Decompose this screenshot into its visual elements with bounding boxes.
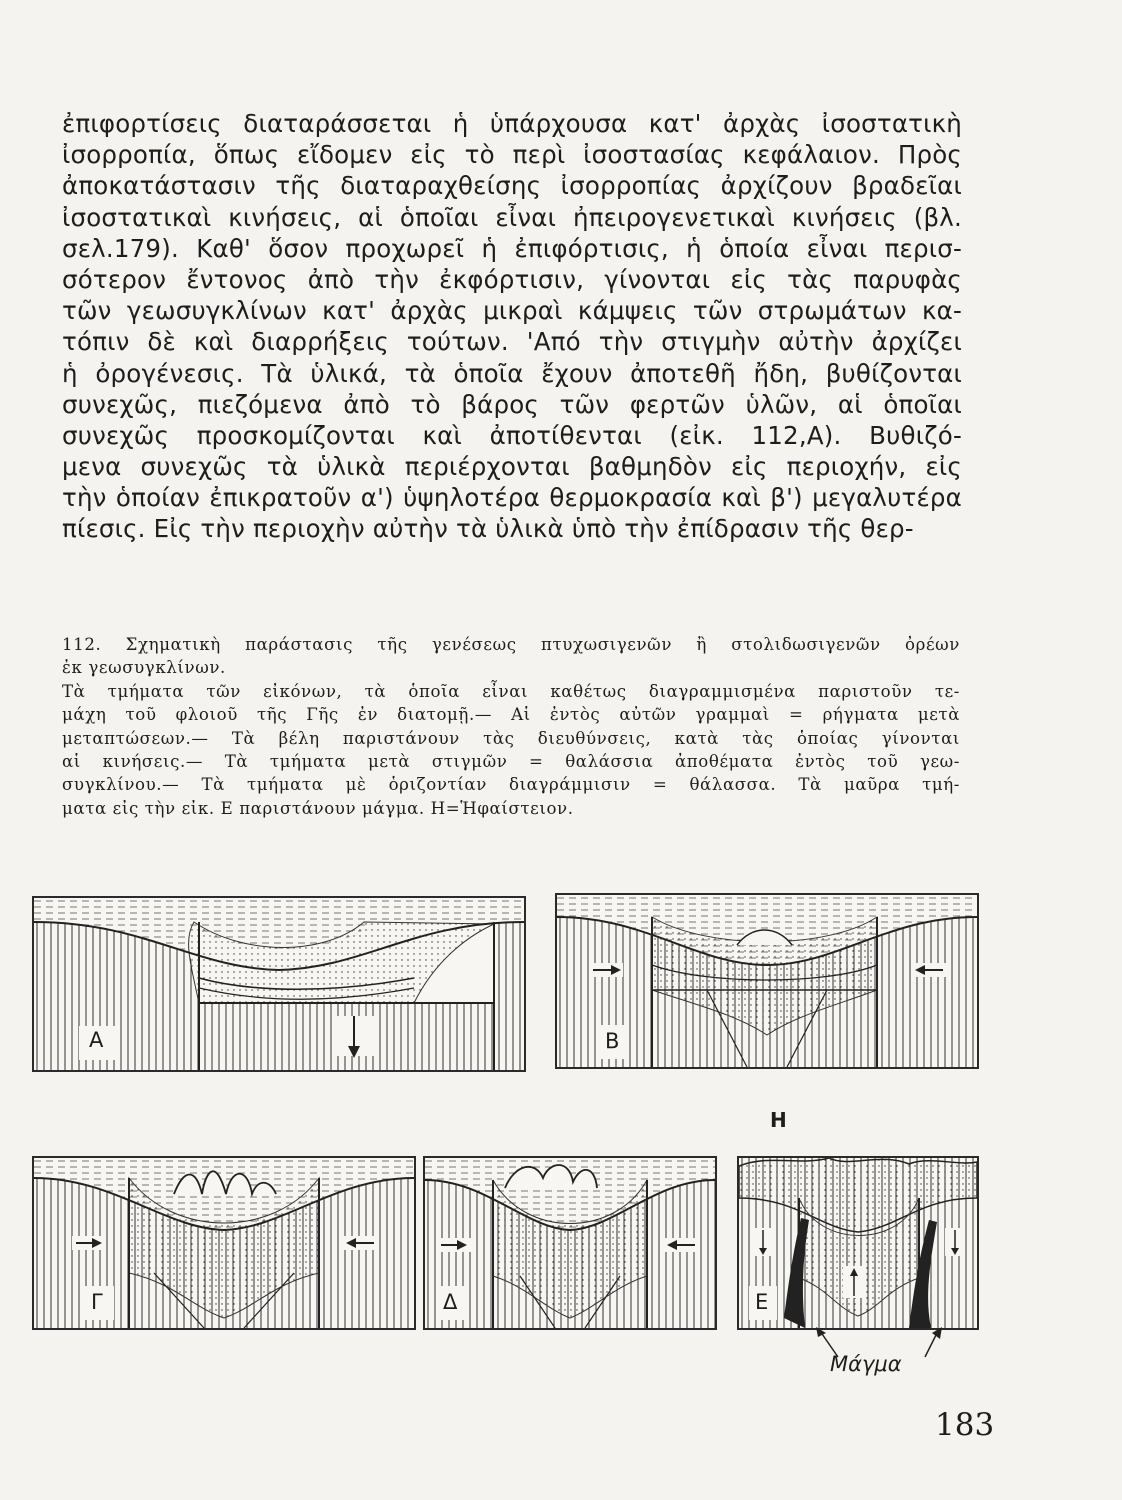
body-paragraph: [62, 108, 962, 545]
volcano-label: Η: [770, 1108, 787, 1132]
caption-line: 112. Σχηματικὴ παράστασις τῆς γενέσεως πτυχωσιγενῶν ἢ στολιδωσιγενῶν ὀρέων: [62, 635, 960, 654]
page-number: 183: [935, 1407, 995, 1443]
text-line: ἡ ὀρογένεσις. Τὰ ὑλικά, τὰ ὁποῖα ἔχουν ἀποτεθῆ ἤδη, βυθίζονται: [62, 358, 962, 388]
figure-panel-d: [423, 1156, 717, 1330]
text-line: συνεχῶς, πιεζόμενα ἀπὸ τὸ βάρος τῶν φερτῶν ὑλῶν, αἱ ὁποῖαι: [62, 389, 962, 419]
figure-caption: [62, 633, 960, 820]
figure-panel-g: [32, 1156, 416, 1330]
text-line: σότερον ἔντονος ἀπὸ τὴν ἐκφόρτισιν, γίνονται εἰς τὰς παρυφὰς: [62, 264, 962, 294]
panel-label-g: Γ: [91, 1290, 103, 1314]
text-line: μενα συνεχῶς τὰ ὑλικὰ περιέρχονται βαθμηδὸν εἰς περιοχήν, εἰς: [62, 452, 962, 482]
caption-line: αἱ κινήσεις.— Τὰ τμήματα μετὰ στιγμῶν = θαλάσσια ἀποθέματα ἐντὸς τοῦ γεω-: [62, 751, 960, 771]
panel-label-a: Α: [89, 1028, 104, 1052]
panel-label-b: Β: [605, 1029, 620, 1053]
text-line: ἀποκατάστασιν τῆς διαταραχθείσης ἰσορροπίας ἀρχίζουν βραδεῖαι: [62, 171, 962, 201]
figure-panel-e: [737, 1156, 979, 1330]
figure-panel-a: [32, 896, 526, 1072]
panel-label-e: Ε: [755, 1290, 769, 1314]
caption-line: συγκλίνου.— Τὰ τμήματα μὲ ὁριζοντίαν διαγράμμισιν = θάλασσα. Τὰ μαῦρα τμή-: [62, 775, 960, 795]
text-line: ἰσορροπία, ὅπως εἴδομεν εἰς τὸ περὶ ἰσοστασίας κεφάλαιον. Πρὸς: [62, 140, 962, 170]
caption-line: ματα εἰς τὴν εἰκ. Ε παριστάνουν μάγμα. Η=Ἡφαίστειον.: [62, 798, 574, 818]
text-line: σελ.179). Καθ' ὅσον προχωρεῖ ἡ ἐπιφόρτισις, ἡ ὁποία εἶναι περισ-: [62, 233, 962, 263]
figure-panel-b: [555, 893, 979, 1069]
text-line: ἰσοστατικαὶ κινήσεις, αἱ ὁποῖαι εἶναι ἠπειρογενετικαὶ κινήσεις (βλ.: [62, 202, 962, 232]
magma-label: Μάγμα: [830, 1352, 902, 1376]
panel-label-d: Δ: [443, 1290, 458, 1314]
text-line: πίεσις. Εἰς τὴν περιοχὴν αὐτὴν τὰ ὑλικὰ ὑπὸ τὴν ἐπίδρασιν τῆς θερ-: [62, 514, 914, 544]
caption-line: Τὰ τμήματα τῶν εἰκόνων, τὰ ὁποῖα εἶναι καθέτως διαγραμμισμένα παριστοῦν τε-: [62, 681, 960, 701]
text-line: συνεχῶς προσκομίζονται καὶ ἀποτίθενται (εἰκ. 112,Α). Βυθιζό-: [62, 420, 962, 450]
text-line: τὴν ὁποίαν ἐπικρατοῦν α') ὑψηλοτέρα θερμοκρασία καὶ β') μεγαλυτέρα: [62, 483, 962, 513]
caption-line: μεταπτώσεων.— Τὰ βέλη παριστάνουν τὰς διευθύνσεις, κατὰ τὰς ὁποίας γίνονται: [62, 728, 960, 748]
text-line: ἐπιφορτίσεις διαταράσσεται ἡ ὑπάρχουσα κατ' ἀρχὰς ἰσοστατικὴ: [62, 109, 962, 138]
caption-line: ἐκ γεωσυγκλίνων.: [62, 658, 226, 678]
caption-line: μάχη τοῦ φλοιοῦ τῆς Γῆς ἐν διατομῇ.— Αἱ ἐντὸς αὐτῶν γραμμαὶ = ρήγματα μετὰ: [62, 705, 960, 725]
text-line: τῶν γεωσυγκλίνων κατ' ἀρχὰς μικραὶ κάμψεις τῶν στρωμάτων κα-: [62, 296, 962, 326]
text-line: τόπιν δὲ καὶ διαρρήξεις τούτων. 'Από τὴν στιγμὴν αὐτὴν ἀρχίζει: [62, 327, 962, 357]
